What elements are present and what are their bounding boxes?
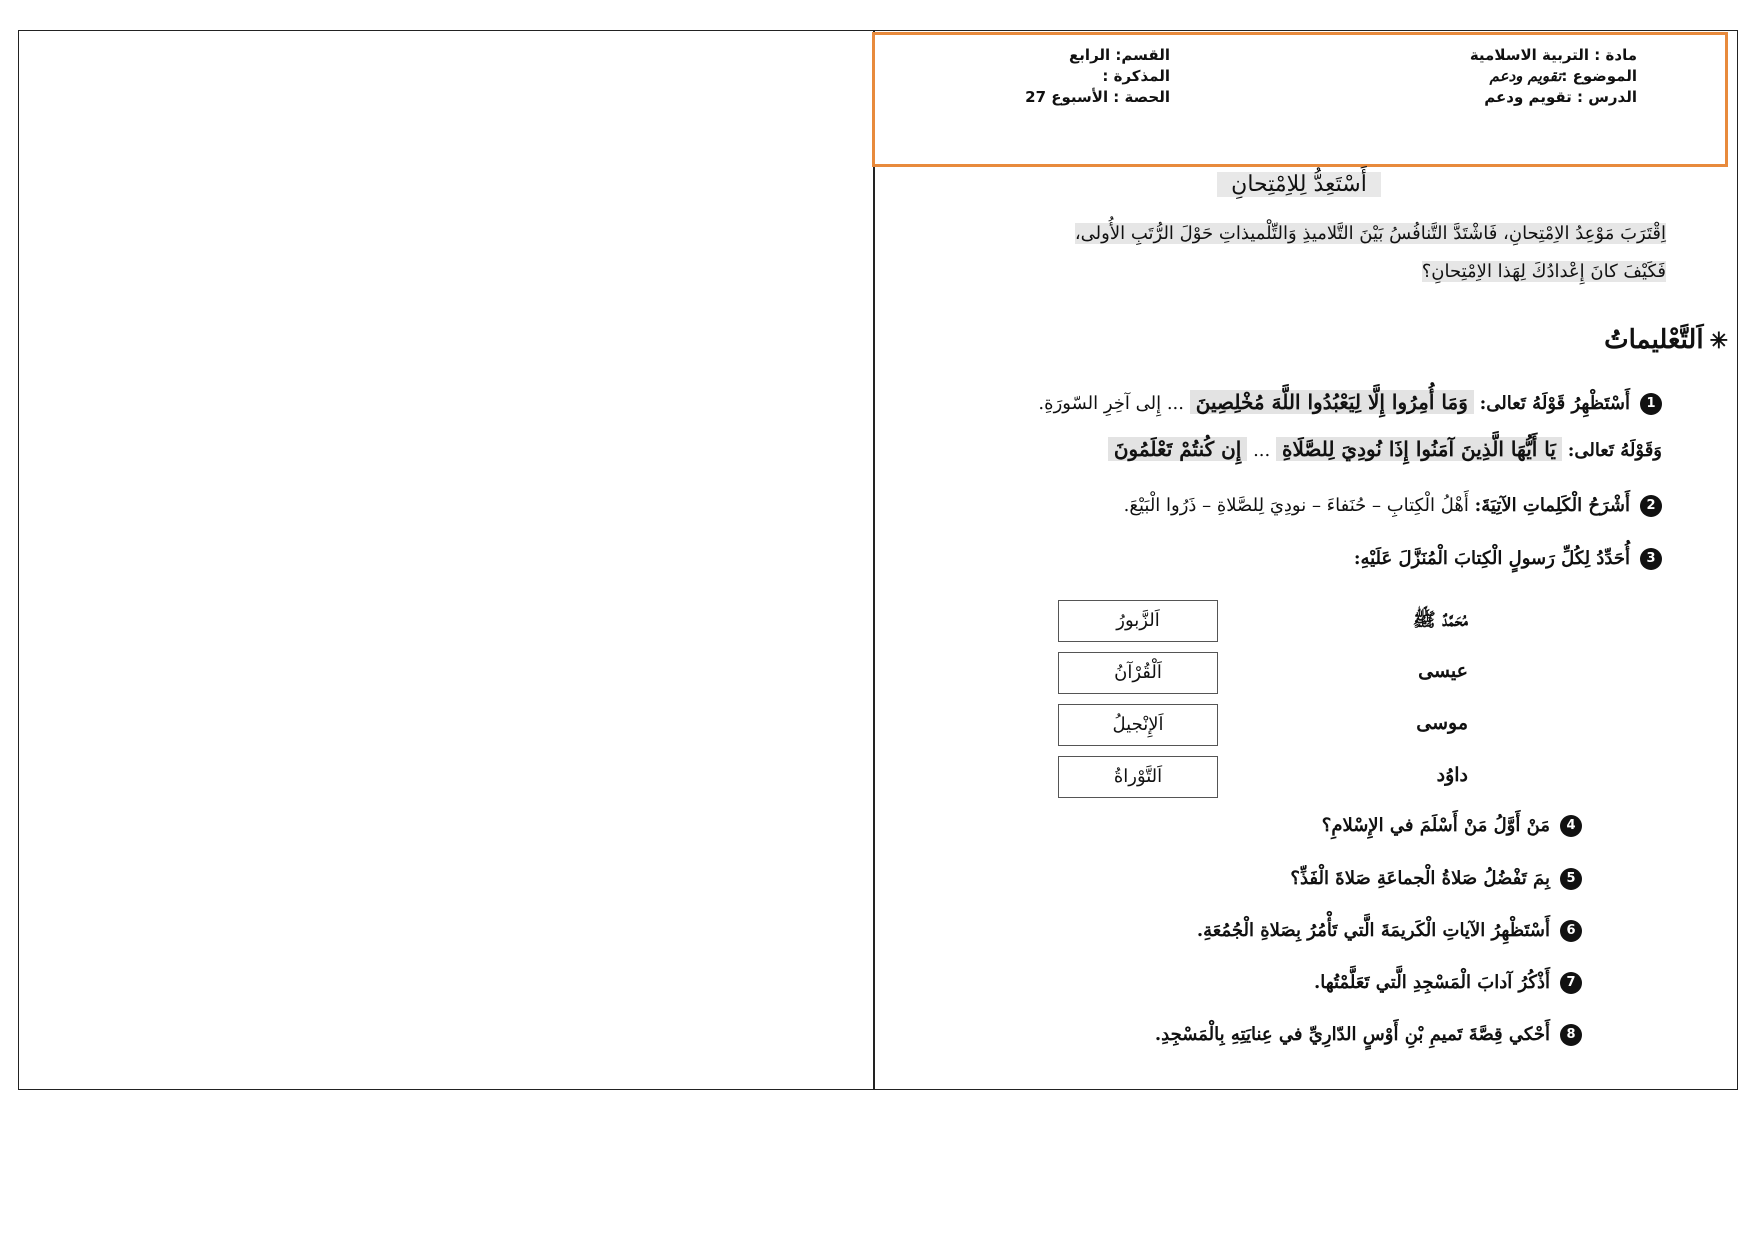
question-number-8: 8 [1560, 1024, 1582, 1046]
lesson-label: الدرس : تقويم ودعم [1484, 88, 1637, 106]
prophet-name: مُحَمَّدٌ ﷺ [1412, 609, 1468, 631]
match-row [1058, 756, 1508, 808]
question-3: 3أُحَدِّدُ لِكُلِّ رَسولٍ الْكِتابَ الْمُنَزَّلَ عَلَيْهِ: [1354, 548, 1662, 570]
prophet-name: داوُد [1436, 764, 1468, 786]
grade-label: القسم: الرابع [1069, 46, 1170, 64]
match-row [1058, 704, 1508, 756]
question-number-2: 2 [1640, 495, 1662, 517]
instructions-heading: ✳اَلتَّعْليماتُ [1604, 325, 1728, 355]
question-number-4: 4 [1560, 815, 1582, 837]
header-left-column [1025, 45, 1170, 108]
question-number-6: 6 [1560, 920, 1582, 942]
header-right-column [1470, 45, 1637, 108]
topic-value: تقويم ودعم [1489, 67, 1562, 85]
question-8: 8أَحْكي قِصَّةَ تَميمِ بْنِ أَوْسٍ الدّارِيِّ في عِنايَتِهِ بِالْمَسْجِدِ. [1155, 1024, 1582, 1046]
intro-line-1: اِقْتَرَبَ مَوْعِدُ الاِمْتِحانِ، فَاشْتَدَّ التَّنافُسُ بَيْنَ التَّلاميذِ وَالتِّلْميذاتِ حَوْلَ الرُّتَبِ الأُولى، [1074, 223, 1666, 244]
subject-label: مادة : التربية الاسلامية [1469, 46, 1637, 64]
intro-paragraph [906, 215, 1666, 291]
question-number-3: 3 [1640, 548, 1662, 570]
book-box: اَلإِنْجيلُ [1058, 704, 1218, 746]
match-row [1058, 652, 1508, 704]
verse-3: إِن كُنتُمْ تَعْلَمُونَ [1108, 437, 1248, 461]
question-number-7: 7 [1560, 972, 1582, 994]
question-5: 5بِمَ تَفْضُلُ صَلاةُ الْجماعَةِ صَلاةَ الْفَذِّ؟ [1290, 868, 1582, 890]
question-2: 2أَشْرَحُ الْكَلِماتِ الآتِيَةَ: أَهْلُ الْكِتابِ – حُنَفاءَ – نودِيَ لِلصَّلاةِ – ذَرُوا الْبَيْعَ. [1124, 495, 1662, 517]
prophet-book-matching [1058, 600, 1508, 808]
match-row [1058, 600, 1508, 652]
question-7: 7أَذْكُرُ آدابَ الْمَسْجِدِ الَّتي تَعَلَّمْتُها. [1314, 972, 1582, 994]
lesson-header [872, 32, 1728, 167]
topic-label [1470, 66, 1637, 87]
prophet-name: موسى [1416, 712, 1468, 734]
page-title: أَسْتَعِدُّ لِلاِمْتِحانِ [874, 172, 1724, 197]
book-box: اَلْقُرْآنُ [1058, 652, 1218, 694]
book-box: اَلتَّوْراةُ [1058, 756, 1218, 798]
star-icon: ✳ [1709, 328, 1728, 354]
book-box: اَلزَّبورُ [1058, 600, 1218, 642]
memo-label: المذكرة : [1102, 67, 1170, 85]
question-6: 6أَسْتَظْهِرُ الآياتِ الْكَريمَةَ الَّتي تَأْمُرُ بِصَلاةِ الْجُمُعَةِ. [1197, 920, 1582, 942]
intro-line-2: فَكَيْفَ كانَ إِعْدادُكَ لِهَذا الاِمْتِحانِ؟ [1421, 261, 1666, 282]
session-label: الحصة : الأسبوع 27 [1025, 88, 1170, 106]
question-number-5: 5 [1560, 868, 1582, 890]
question-number-1: 1 [1640, 393, 1662, 415]
verse-2: يَا أَيُّهَا الَّذِينَ آمَنُوا إِذَا نُودِيَ لِلصَّلَاةِ [1276, 437, 1562, 461]
question-1-second-verse: وَقَوْلَهُ تَعالى: يَا أَيُّهَا الَّذِينَ آمَنُوا إِذَا نُودِيَ لِلصَّلَاةِ ... إِن كُنتُمْ تَعْلَمُونَ [1108, 437, 1662, 461]
verse-1: وَمَا أُمِرُوا إِلَّا لِيَعْبُدُوا اللَّهَ مُخْلِصِينَ [1190, 390, 1474, 414]
question-4: 4مَنْ أَوَّلُ مَنْ أَسْلَمَ في الإِسْلامِ؟ [1322, 815, 1582, 837]
prophet-name: عيسى [1418, 660, 1468, 682]
topic-prefix: الموضوع : [1561, 67, 1637, 85]
question-1: 1أَسْتَظْهِرُ قَوْلَهُ تَعالى: وَمَا أُمِرُوا إِلَّا لِيَعْبُدُوا اللَّهَ مُخْلِصِينَ ... إِلى آخِرِ السّورَةِ. [1038, 390, 1662, 415]
